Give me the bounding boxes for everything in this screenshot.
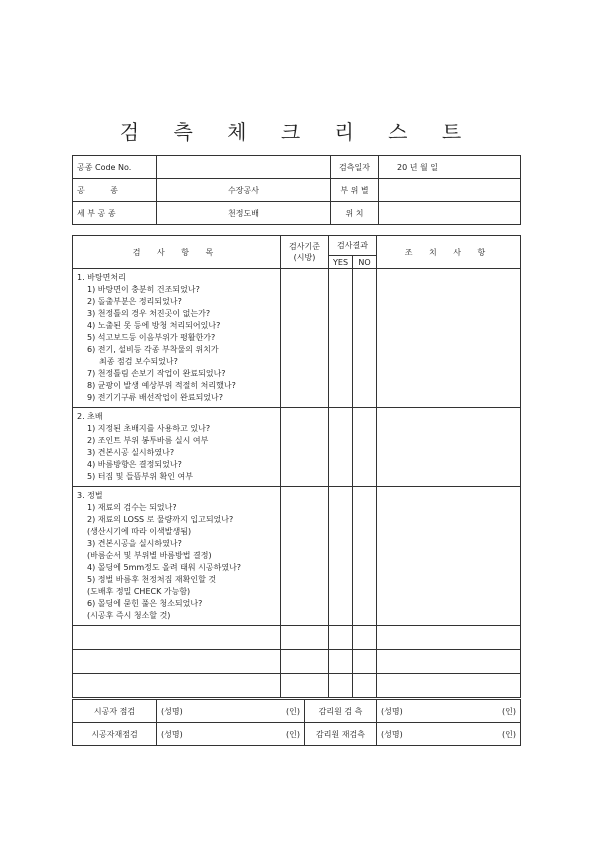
no-cell[interactable] bbox=[353, 269, 377, 408]
blank-cell[interactable] bbox=[353, 650, 377, 674]
blank-item-cell[interactable] bbox=[73, 674, 281, 698]
list-item: (시공후 즉시 청소할 것) bbox=[87, 611, 171, 620]
blank-item-cell[interactable] bbox=[73, 626, 281, 650]
list-item: 1) 지정된 초배지를 사용하고 있나? bbox=[87, 424, 211, 433]
list-item: 5) 정벌 바름후 천정처짐 재확인할 것 bbox=[87, 575, 217, 584]
date-label: 검측일자 bbox=[331, 156, 379, 179]
supervisor-inspect-label: 감리원 검 측 bbox=[305, 700, 377, 723]
list-item: 5) 터짐 및 들뜸부위 확인 여부 bbox=[87, 472, 193, 481]
blank-cell[interactable] bbox=[329, 626, 353, 650]
list-item: 6) 몰딩에 묻힌 풀은 청소되었나? bbox=[87, 599, 203, 608]
contractor-recheck-label: 시공자재점검 bbox=[73, 723, 157, 746]
contractor-recheck-sign[interactable] bbox=[157, 723, 305, 746]
section-3-title: 3. 정벌 bbox=[77, 491, 103, 500]
name-label: (성명) bbox=[381, 706, 403, 716]
list-item: 4) 몰딩에 5mm정도 올려 태워 시공하였나? bbox=[87, 563, 242, 572]
loc-value[interactable] bbox=[379, 202, 521, 225]
contractor-check-sign[interactable] bbox=[157, 700, 305, 723]
loc-label: 위 치 bbox=[331, 202, 379, 225]
blank-cell[interactable] bbox=[281, 626, 329, 650]
list-item: 3) 견본시공 실시하였나? bbox=[87, 448, 175, 457]
list-item: 2) 재료의 LOSS 로 물량까지 입고되었나? bbox=[87, 515, 234, 524]
blank-cell[interactable] bbox=[377, 674, 521, 698]
no-cell[interactable] bbox=[353, 487, 377, 626]
name-label: (성명) bbox=[381, 729, 403, 739]
standard-cell[interactable] bbox=[281, 269, 329, 408]
part-value[interactable] bbox=[379, 179, 521, 202]
work-value[interactable]: 수장공사 bbox=[157, 179, 331, 202]
header-action: 조 치 사 항 bbox=[377, 236, 521, 269]
signature-table bbox=[72, 699, 521, 746]
header-yes: YES bbox=[329, 256, 353, 269]
list-item: (도배후 정밀 CHECK 가능함) bbox=[87, 587, 191, 596]
date-value[interactable]: 20 년 월 일 bbox=[379, 156, 521, 179]
action-cell[interactable] bbox=[377, 408, 521, 487]
seal-label: (인) bbox=[502, 729, 516, 739]
checklist-table bbox=[72, 235, 521, 698]
section-2-title: 2. 초배 bbox=[77, 412, 103, 421]
yes-cell[interactable] bbox=[329, 408, 353, 487]
work-label: 공 종 bbox=[73, 179, 157, 202]
section-2 bbox=[73, 408, 281, 487]
detail-value[interactable]: 천정도배 bbox=[157, 202, 331, 225]
blank-cell[interactable] bbox=[329, 674, 353, 698]
header-result: 검사결과 bbox=[329, 236, 377, 256]
standard-cell[interactable] bbox=[281, 487, 329, 626]
seal-label: (인) bbox=[286, 729, 300, 739]
list-item: 5) 석고보드등 이음부위가 평활한가? bbox=[87, 333, 216, 342]
list-item: 2) 조인트 부위 봉투바름 실시 여부 bbox=[87, 436, 209, 445]
standard-cell[interactable] bbox=[281, 408, 329, 487]
list-item: (생산시기에 따라 이색발생됨) bbox=[87, 527, 192, 536]
header-standard: 검사기준 (시방) bbox=[281, 236, 329, 269]
list-item: 최종 점검 보수되었나? bbox=[99, 357, 178, 366]
supervisor-reinspect-label: 감리원 재검측 bbox=[305, 723, 377, 746]
header-no: NO bbox=[353, 256, 377, 269]
list-item: 4) 노출된 못 등에 방청 처리되어있나? bbox=[87, 321, 221, 330]
list-item: 1) 바탕면이 충분히 건조되었나? bbox=[87, 285, 200, 294]
seal-label: (인) bbox=[286, 706, 300, 716]
contractor-check-label: 시공자 점검 bbox=[73, 700, 157, 723]
list-item: 4) 바름방향은 결정되었나? bbox=[87, 460, 182, 469]
name-label: (성명) bbox=[161, 729, 183, 739]
section-1 bbox=[73, 269, 281, 408]
list-item: (바름순서 및 부위별 바름방법 결정) bbox=[87, 551, 212, 560]
seal-label: (인) bbox=[502, 706, 516, 716]
name-label: (성명) bbox=[161, 706, 183, 716]
blank-cell[interactable] bbox=[281, 650, 329, 674]
supervisor-reinspect-sign[interactable] bbox=[377, 723, 521, 746]
part-label: 부 위 별 bbox=[331, 179, 379, 202]
list-item: 8) 균팡이 발생 예상부위 적절히 처리했나? bbox=[87, 381, 236, 390]
code-label: 공종 Code No. bbox=[73, 156, 157, 179]
list-item: 9) 전기기구류 배선작업이 완료되었나? bbox=[87, 393, 224, 402]
yes-cell[interactable] bbox=[329, 487, 353, 626]
blank-cell[interactable] bbox=[329, 650, 353, 674]
blank-cell[interactable] bbox=[281, 674, 329, 698]
section-3 bbox=[73, 487, 281, 626]
blank-cell[interactable] bbox=[377, 626, 521, 650]
info-table bbox=[72, 155, 521, 225]
list-item: 1) 재료의 검수는 되었나? bbox=[87, 503, 177, 512]
supervisor-inspect-sign[interactable] bbox=[377, 700, 521, 723]
yes-cell[interactable] bbox=[329, 269, 353, 408]
action-cell[interactable] bbox=[377, 487, 521, 626]
blank-cell[interactable] bbox=[353, 626, 377, 650]
blank-cell[interactable] bbox=[377, 650, 521, 674]
section-1-title: 1. 바탕면처리 bbox=[77, 273, 126, 282]
header-item: 검 사 항 목 bbox=[73, 236, 281, 269]
list-item: 2) 돌출부분은 정리되었나? bbox=[87, 297, 182, 306]
blank-item-cell[interactable] bbox=[73, 650, 281, 674]
no-cell[interactable] bbox=[353, 408, 377, 487]
blank-cell[interactable] bbox=[353, 674, 377, 698]
list-item: 3) 천정틀의 경우 처진곳이 없는가? bbox=[87, 309, 211, 318]
page-title: 검 측 체 크 리 스 트 bbox=[119, 120, 476, 144]
list-item: 6) 전기, 설비등 각종 부착물의 위치가 bbox=[87, 345, 219, 354]
list-item: 7) 천정틀림 손보기 작업이 완료되었나? bbox=[87, 369, 226, 378]
detail-label: 세 부 공 종 bbox=[73, 202, 157, 225]
list-item: 3) 견본시공을 실시하였나? bbox=[87, 539, 182, 548]
action-cell[interactable] bbox=[377, 269, 521, 408]
code-value[interactable] bbox=[157, 156, 331, 179]
